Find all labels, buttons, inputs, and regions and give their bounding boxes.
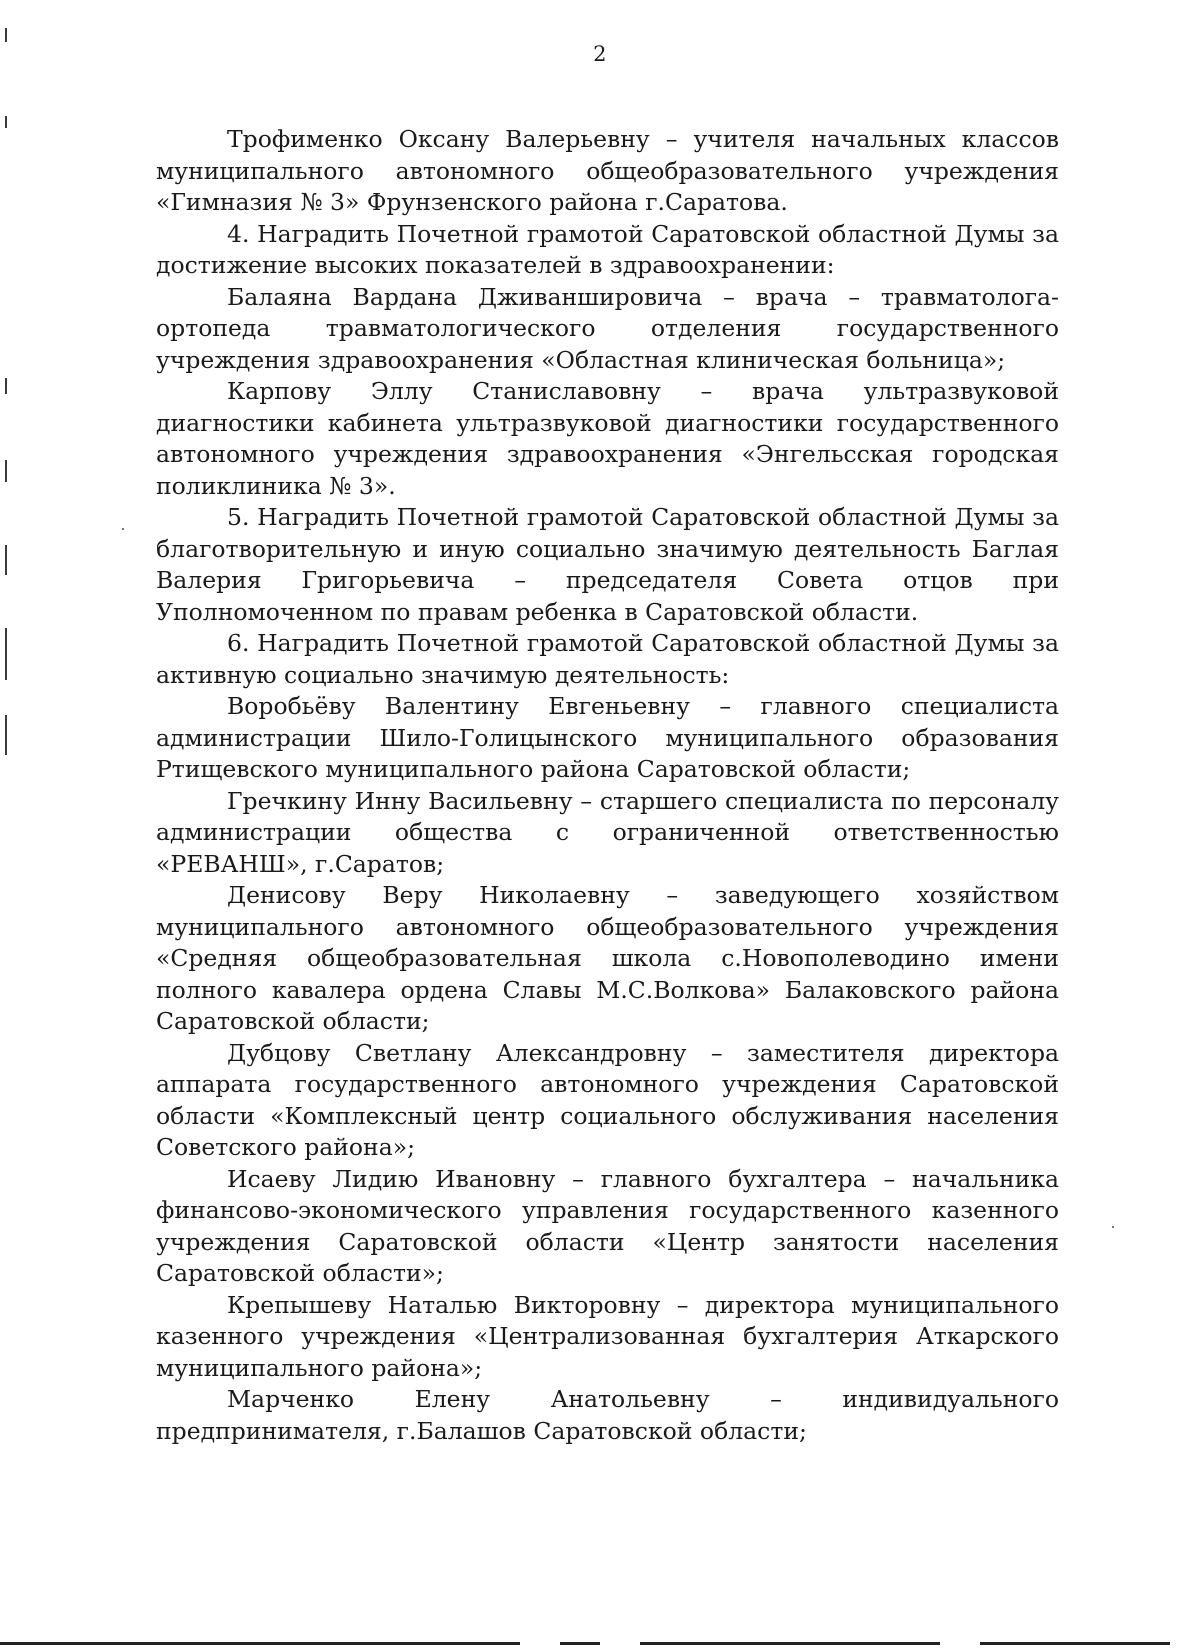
scan-speck xyxy=(1112,1226,1114,1228)
scan-edge-line xyxy=(640,1642,940,1645)
scan-edge-line xyxy=(0,1642,520,1645)
paragraph: Крепышеву Наталью Викторовну – директора муниципального казенного учреждения «Централизованная бухгалтерия Аткарского муниципального района»; xyxy=(156,1290,1059,1382)
scan-edge-line xyxy=(560,1642,600,1645)
scan-mark xyxy=(5,460,7,482)
paragraph: Денисову Веру Николаевну – заведующего хозяйством муниципального автономного общеобразовательного учреждения «Средняя общеобразовательная школа с.Новополеводино имени полного кавалера ордена Славы М.С.Волкова» Балаковского района Саратовской области; xyxy=(156,881,1059,1035)
scan-mark xyxy=(5,628,7,680)
scan-mark xyxy=(5,28,7,42)
paragraph: Исаеву Лидию Ивановну – главного бухгалтера – начальника финансово-экономического управления государственного казенного учреждения Саратовской области «Центр занятости населения Саратовской области»; xyxy=(156,1164,1059,1287)
paragraph: Трофименко Оксану Валерьевну – учителя начальных классов муниципального автономного общеобразовательного учреждения «Гимназия № 3» Фрунзенского района г.Саратова. xyxy=(156,125,1059,216)
page-number: 2 xyxy=(593,42,607,66)
paragraph: Воробьёву Валентину Евгеньевну – главного специалиста администрации Шило-Голицынского муниципального образования Ртищевского муниципального района Саратовской области; xyxy=(156,692,1059,783)
document-body xyxy=(156,124,1059,1447)
scan-mark xyxy=(5,378,7,394)
paragraph: Дубцову Светлану Александровну – заместителя директора аппарата государственного автономного учреждения Саратовской области «Комплексный центр социального обслуживания населения Советского района»; xyxy=(156,1038,1059,1161)
paragraph: 6. Наградить Почетной грамотой Саратовской областной Думы за активную социально значимую деятельность: xyxy=(156,629,1059,689)
scan-mark xyxy=(5,545,7,575)
scan-mark xyxy=(5,715,7,755)
scan-mark xyxy=(5,116,7,128)
paragraph: 4. Наградить Почетной грамотой Саратовской областной Думы за достижение высоких показателей в здравоохранении: xyxy=(156,219,1059,279)
paragraph: Балаяна Вардана Дживаншировича – врача – травматолога-ортопеда травматологического отделения государственного учреждения здравоохранения «Областная клиническая больница»; xyxy=(156,282,1059,374)
paragraph: Гречкину Инну Васильевну – старшего специалиста по персоналу администрации общества с ограниченной ответственностью «РЕВАНШ», г.Саратов; xyxy=(156,786,1059,878)
paragraph: Карпову Эллу Станиславовну – врача ультразвуковой диагностики кабинета ультразвуковой диагностики государственного автономного учреждения здравоохранения «Энгельсская городская поликлиника № 3». xyxy=(156,377,1059,500)
paragraph: 5. Наградить Почетной грамотой Саратовской областной Думы за благотворительную и иную социально значимую деятельность Баглая Валерия Григорьевича – председателя Совета отцов при Уполномоченном по правам ребенка в Саратовской области. xyxy=(156,503,1059,626)
paragraph: Марченко Елену Анатольевну – индивидуального предпринимателя, г.Балашов Саратовской области; xyxy=(156,1385,1059,1445)
scan-speck xyxy=(122,528,124,530)
scan-edge-line xyxy=(980,1642,1170,1645)
